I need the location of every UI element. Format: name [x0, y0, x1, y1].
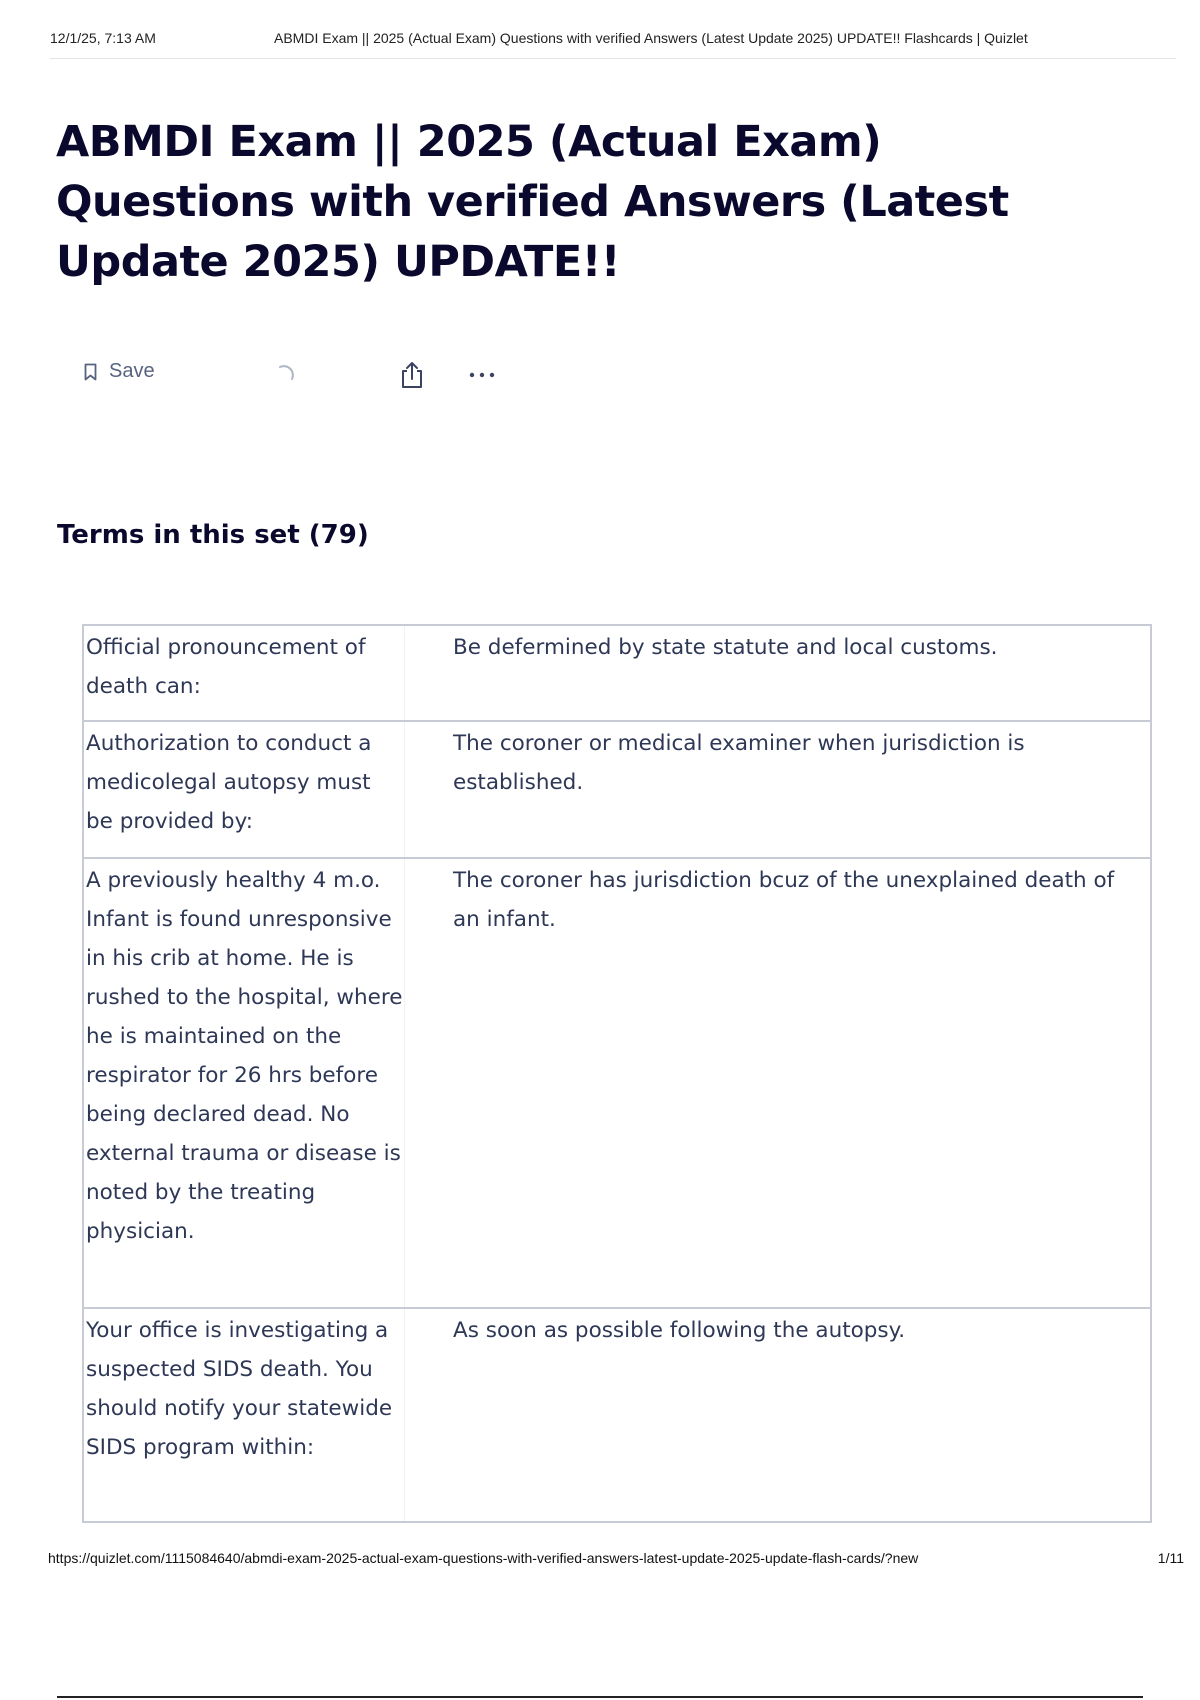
definition-text: The coroner or medical examiner when jurisdiction is established. [453, 731, 1025, 795]
save-button[interactable] [84, 360, 155, 383]
bookmark-icon [84, 363, 97, 381]
save-button-label: Save [109, 360, 155, 382]
print-document-title: ABMDI Exam || 2025 (Actual Exam) Questions with verified Answers (Latest Update 2025) UPDATE!! Flashcards | Quizlet [274, 30, 1028, 46]
print-header [50, 28, 1176, 59]
loading-spinner-icon [274, 364, 296, 386]
term-row [83, 1308, 1151, 1522]
term-row [83, 625, 1151, 721]
print-datetime: 12/1/25, 7:13 AM [50, 30, 156, 46]
terms-heading: Terms in this set (79) [57, 520, 369, 550]
term-text: Authorization to conduct a medicolegal autopsy must be provided by: [83, 721, 405, 858]
term-row [83, 721, 1151, 858]
share-icon[interactable] [398, 360, 426, 390]
term-text: Official pronouncement of death can: [83, 625, 405, 721]
more-options-icon[interactable] [466, 360, 498, 390]
definition-text: As soon as possible following the autopsy. [453, 1318, 906, 1343]
term-text: Your office is investigating a suspected SIDS death. You should notify your statewide SIDS program within: [83, 1308, 405, 1522]
definition-text: The coroner has jurisdiction bcuz of the unexplained death of an infant. [453, 868, 1115, 932]
term-row [83, 858, 1151, 1308]
page-divider [57, 1696, 1143, 1698]
terms-table [82, 624, 1152, 1523]
term-text: A previously healthy 4 m.o. Infant is found unresponsive in his crib at home. He is rushed to the hospital, where he is maintained on the respirator for 26 hrs before being declared dead. No external trauma or disease is noted by the treating physician. [83, 858, 405, 1308]
page-number: 1/11 [1157, 1550, 1184, 1566]
definition-text: Be defermined by state statute and local customs. [453, 635, 998, 660]
page-title: ABMDI Exam || 2025 (Actual Exam) Questions with verified Answers (Latest Update 2025) UPDATE!! [56, 117, 1009, 287]
page-url: https://quizlet.com/1115084640/abmdi-exam-2025-actual-exam-questions-with-verified-answers-latest-update-2025-update-flash-cards/?new [48, 1550, 919, 1566]
